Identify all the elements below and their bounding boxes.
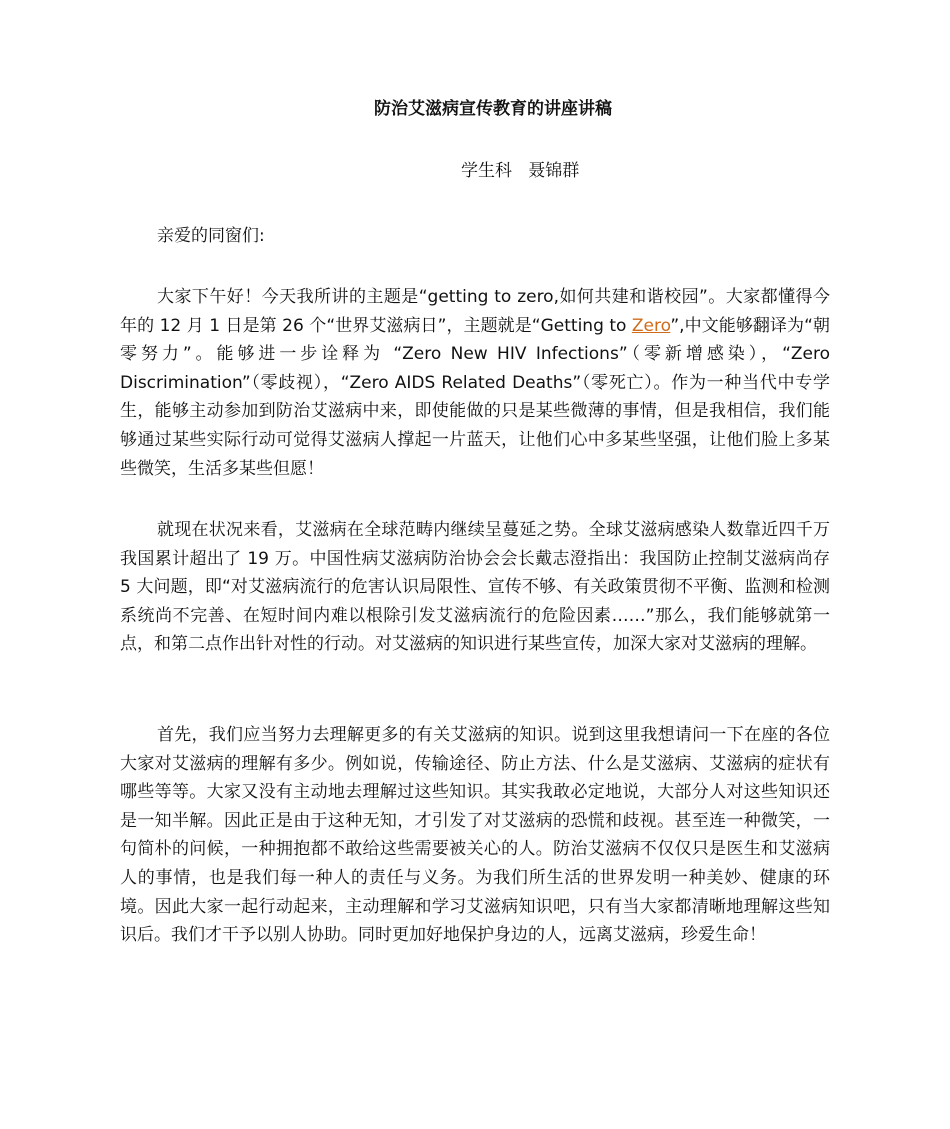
paragraph-1-text-end: ”,中文能够翻译为“朝零努力”。能够进一步诠释为 “Zero New HIV Infections”（零新增感染），“Zero Discrimination”（零歧视），“Zero AIDS Related Deaths”（零死亡）。作为一种当代中专学生，能够主动参加到防治艾滋病中来，即使能做的只是某些微薄的事情，但是我相信，我们能够通过某些实际行动可觉得艾滋病人撑起一片蓝天，让他们心中多某些坚强，让他们脸上多某些微笑，生活多某些但愿！ <box>120 315 830 479</box>
document-title: 防治艾滋病宣传教育的讲座讲稿 <box>374 99 612 119</box>
author-line: 学生科 聂锦群 <box>461 161 580 181</box>
paragraph-1 <box>120 283 830 483</box>
salutation: 亲爱的同窗们: <box>157 226 265 246</box>
paragraph-1-text-start: 大家下午好！今天我所讲的主题是“getting to zero,如何共建和谐校园”。大家都懂得今年的 12 月 1 日是第 26 个“世界艾滋病日”，主题就是“Getting to <box>120 287 830 336</box>
paragraph-2: 就现在状况来看，艾滋病在全球范畴内继续呈蔓延之势。全球艾滋病感染人数靠近四千万 我国累计超出了 19 万。中国性病艾滋病防治协会会长戴志澄指出：我国防止控制艾滋病尚存 5 大问题，即“对艾滋病流行的危害认识局限性、宣传不够、有关政策贯彻不平衡、监测和检测系统尚不完善、在短时间内难以根除引发艾滋病流行的危险因素……”那么，我们能够就第一点，和第二点作出针对性的行动。对艾滋病的知识进行某些宣传，加深大家对艾滋病的理解。 <box>120 520 830 655</box>
paragraph-3: 首先，我们应当努力去理解更多的有关艾滋病的知识。说到这里我想请问一下在座的各位大家对艾滋病的理解有多少。例如说，传输途径、防止方法、什么是艾滋病、艾滋病的症状有哪些等等。大家又没有主动地去理解过这些知识。其实我敢必定地说，大部分人对这些知识还是一知半解。因此正是由于这种无知，才引发了对艾滋病的恐慌和歧视。甚至连一种微笑，一句简朴的问候，一种拥抱都不敢给这些需要被关心的人。防治艾滋病不仅仅只是医生和艾滋病人的事情，也是我们每一种人的责任与义务。为我们所生活的世界发明一种美妙、健康的环境。因此大家一起行动起来，主动理解和学习艾滋病知识吧，只有当大家都清晰地理解这些知识后。我们才干予以别人协助。同时更加好地保护身边的人，远离艾滋病，珍爱生命！ <box>120 725 830 946</box>
zero-link[interactable]: Zero <box>631 315 671 336</box>
